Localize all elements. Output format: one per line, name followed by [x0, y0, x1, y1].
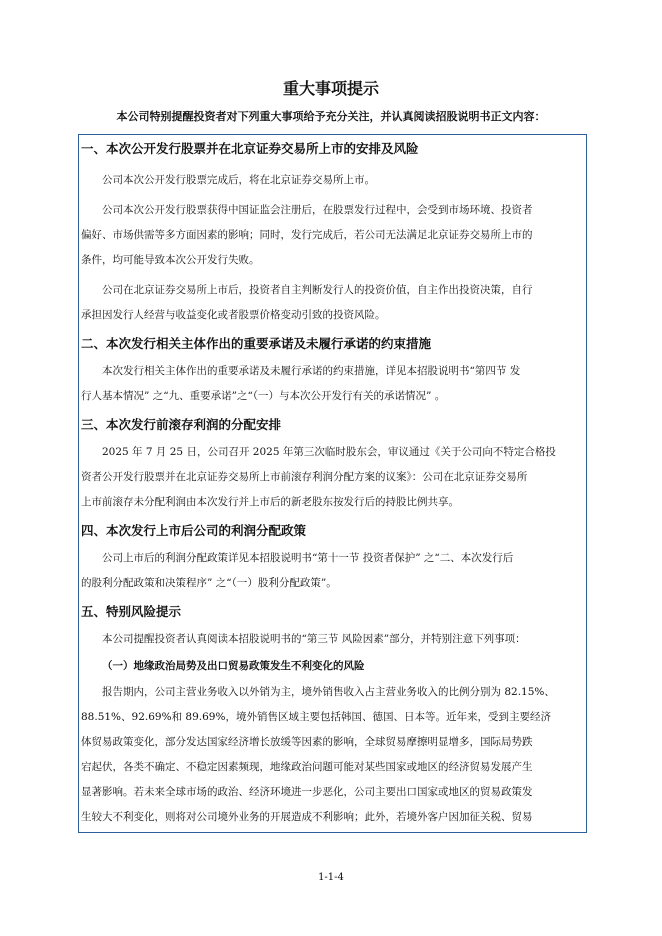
section-5-paragraph-1 [81, 627, 583, 652]
page-number: 1-1-4 [318, 872, 344, 883]
paragraph-line: 承担因发行人经营与收益变化或者股票价格变动引致的投资风险。 [81, 309, 386, 321]
section-1-paragraph-3 [81, 278, 583, 328]
section-heading-3: 三、本次发行前滚存利润的分配安排 [81, 417, 282, 432]
paragraph-line: 体贸易政策变化，部分发达国家经济增长放缓等因素的影响，全球贸易摩擦明显增多，国际局势跌 [81, 736, 533, 748]
subsection-heading-5-1: （一）地缘政治局势及出口贸易政策发生不利变化的风险 [102, 660, 365, 672]
section-3-paragraph-1 [81, 440, 583, 515]
section-heading-4: 四、本次发行上市后公司的利润分配政策 [81, 523, 307, 538]
section-heading-1: 一、本次公开发行股票并在北京证券交易所上市的安排及风险 [81, 141, 419, 156]
section-1-paragraph-2 [81, 198, 583, 273]
section-2-paragraph-1 [81, 359, 583, 409]
subsection-5-1-paragraph-1 [81, 680, 583, 830]
section-heading-5: 五、特别风险提示 [81, 604, 182, 619]
paragraph-line: 生较大不利变化，则将对公司境外业务的开展造成不利影响；此外，若境外客户因加征关税、贸易 [81, 811, 533, 823]
paragraph-line: 88.51%、92.69%和 89.69%，境外销售区域主要包括韩国、德国、日本等。近年来，受到主要经济 [81, 711, 551, 723]
paragraph-line: 资者公开发行股票并在北京证券交易所上市前滚存利润分配方案的议案》：公司在北京证券交易所 [81, 471, 528, 483]
page-subtitle: 本公司特别提醒投资者对下列重大事项给予充分关注，并认真阅读招股说明书正文内容： [116, 110, 546, 123]
content-body [79, 135, 586, 830]
paragraph-line: 的股利分配政策和决策程序” 之“（一）股利分配政策”。 [81, 577, 337, 589]
paragraph-line: 本公司提醒投资者认真阅读本招股说明书的“第三节 风险因素”部分，并特别注意下列事项： [102, 633, 526, 645]
paragraph-line: 公司本次公开发行股票完成后，将在北京证券交易所上市。 [102, 174, 375, 186]
paragraph-line: 偏好、市场供需等多方面因素的影响；同时，发行完成后，若公司无法满足北京证券交易所上市的 [81, 229, 533, 241]
paragraph-line: 行人基本情况” 之“九、重要承诺”之“（一）与本次公开发行有关的承诺情况” 。 [81, 390, 446, 402]
paragraph-line: 公司上市后的利润分配政策详见本招股说明书“第十一节 投资者保护” 之“二、本次发行后 [102, 552, 514, 564]
page-title: 重大事项提示 [282, 79, 379, 98]
paragraph-line: 公司在北京证券交易所上市后，投资者自主判断发行人的投资价值，自主作出投资决策，自行 [102, 284, 533, 296]
paragraph-line: 显著影响。若未来全球市场的政治、经济环境进一步恶化，公司主要出口国家或地区的贸易政策发 [81, 786, 533, 798]
paragraph-line: 宕起伏，各类不确定、不稳定因素频现，地缘政治问题可能对某些国家或地区的经济贸易发展产生 [81, 761, 533, 773]
content-frame [78, 134, 587, 833]
paragraph-line: 本次发行相关主体作出的重要承诺及未履行承诺的约束措施，详见本招股说明书“第四节 发 [102, 365, 521, 377]
paragraph-line: 条件，均可能导致本次公开发行失败。 [81, 254, 260, 266]
paragraph-line: 报告期内，公司主营业务收入以外销为主，境外销售收入占主营业务收入的比例分别为 82.15%、 [102, 686, 555, 698]
paragraph-line: 上市前滚存未分配利润由本次发行并上市后的新老股东按发行后的持股比例共享。 [81, 496, 459, 508]
section-1-paragraph-1 [81, 168, 583, 193]
section-heading-2: 二、本次发行相关主体作出的重要承诺及未履行承诺的约束措施 [81, 336, 432, 351]
paragraph-line: 2025 年 7 月 25 日，公司召开 2025 年第三次临时股东会，审议通过《关于公司向不特定合格投 [102, 446, 556, 458]
paragraph-line: 公司本次公开发行股票获得中国证监会注册后，在股票发行过程中，会受到市场环境、投资者 [102, 204, 533, 216]
section-4-paragraph-1 [81, 546, 583, 596]
